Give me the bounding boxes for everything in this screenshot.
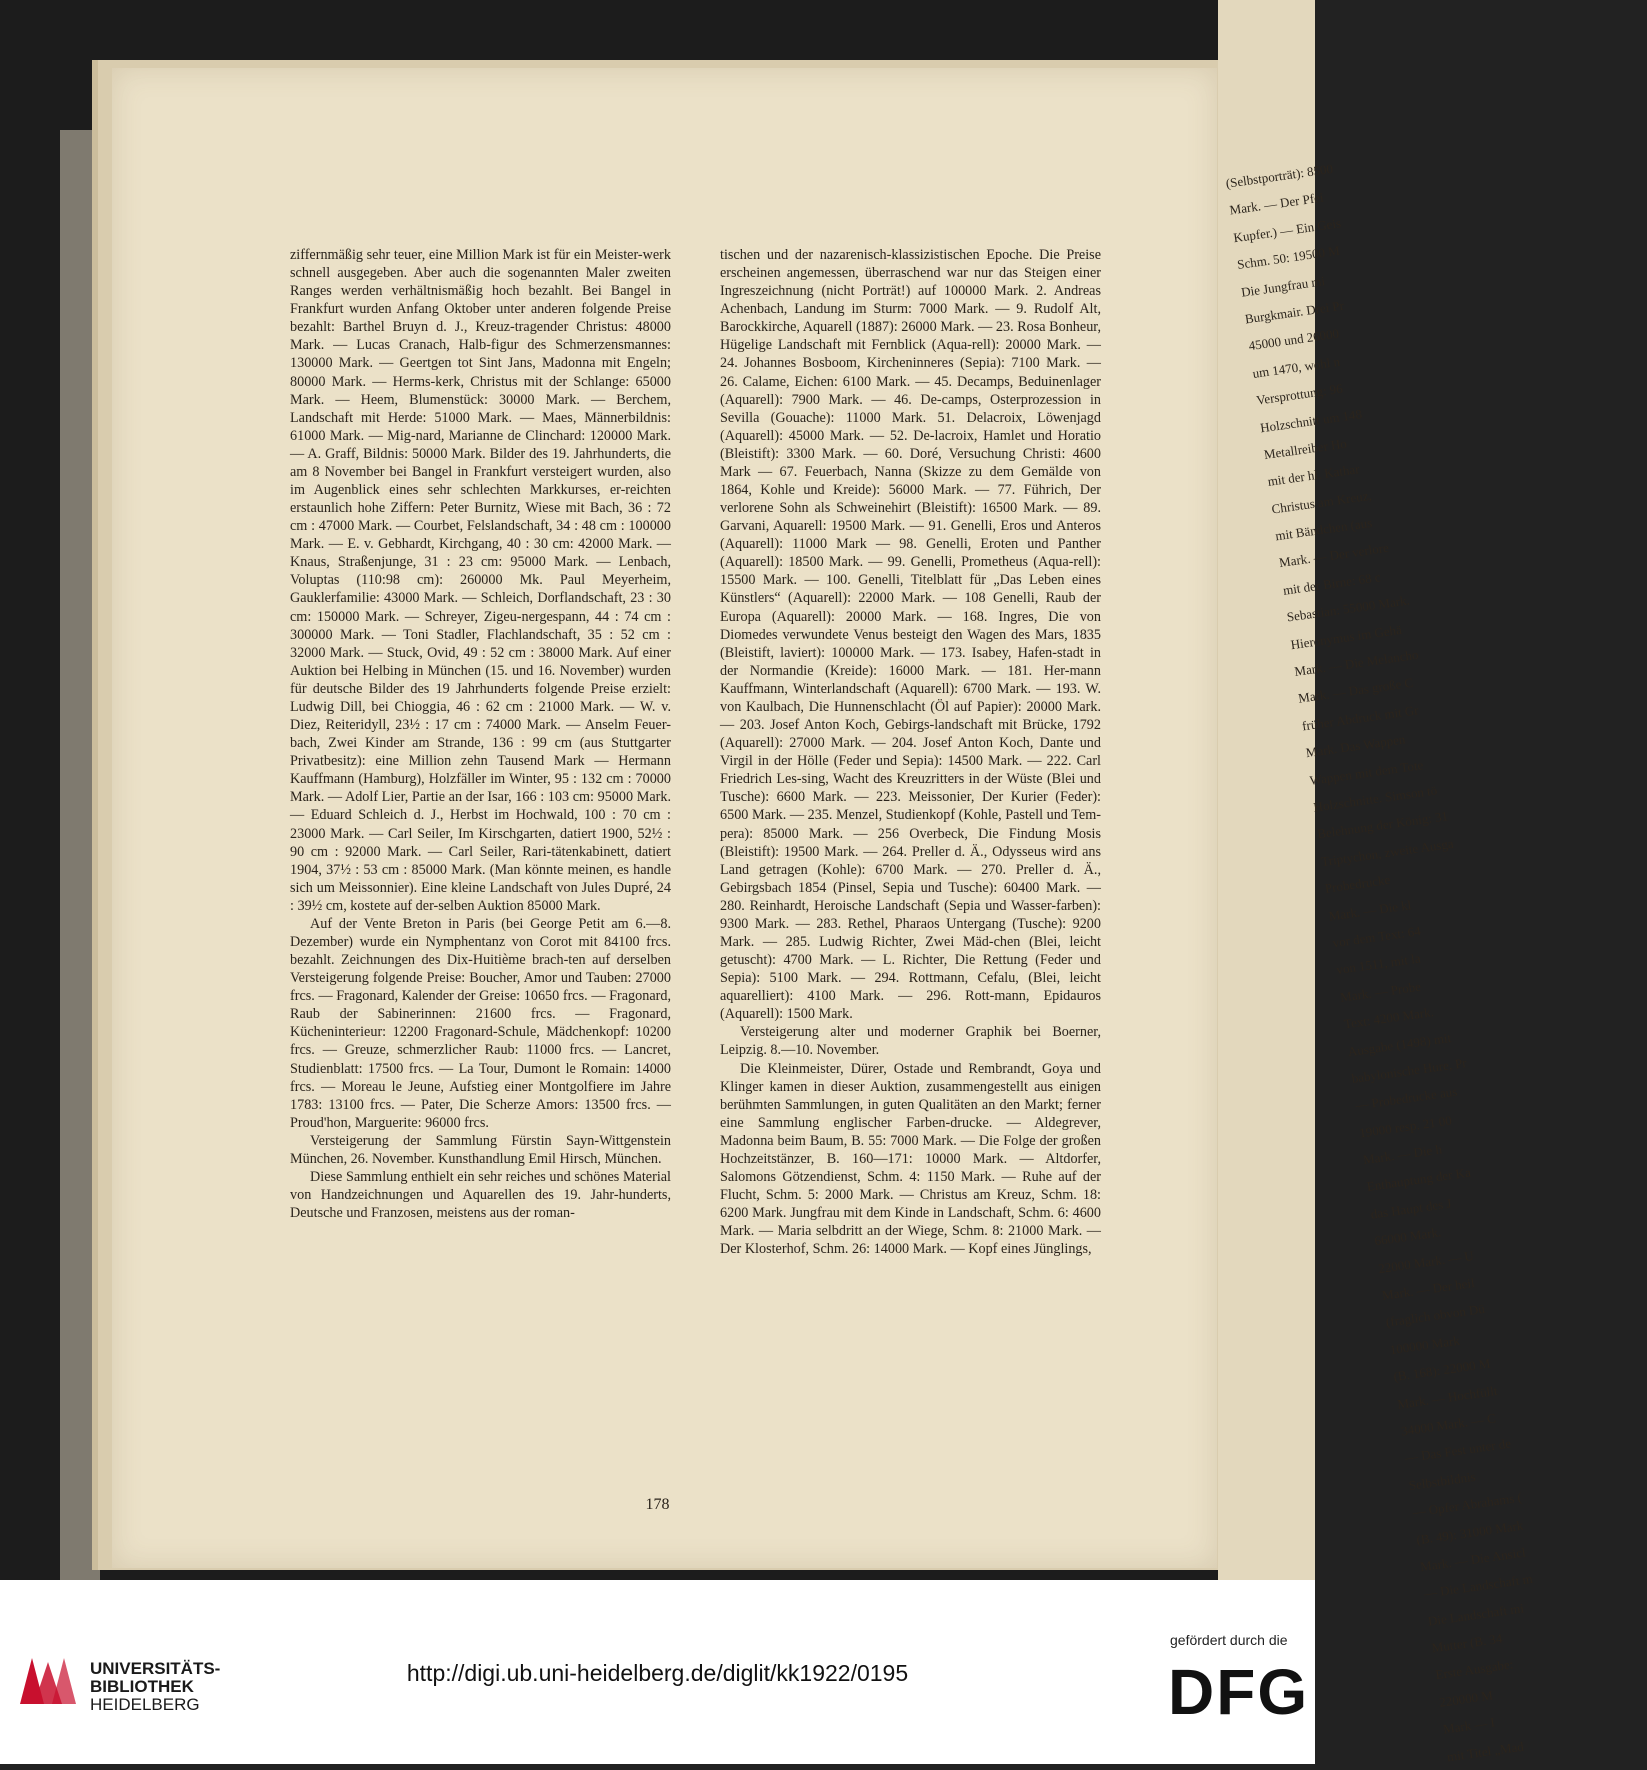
adjacent-page-line: Mark. — Die h [1362,1141,1443,1168]
paragraph: tischen und der nazarenisch-klassizistischen Epoche. Die Preise erscheinen angemessen, überraschend war nur das Steigen einer Ingreszeichnung (nicht Porträt!) auf 100000 Mark. 2. Andreas Achenbach, Landung im Sturm: 7000 Mark. — 9. Rudolf Alt, Barockkirche, Aquarell (1887): 26000 Mark. — 23. Rosa Bonheur, Hügelige Landschaft mit Fernblick (Aqua-rell): 20000 Mark. — 24. Johannes Bosboom, Kircheninneres (Sepia): 7100 Mark. — 26. Calame, Eichen: 6100 Mark. — 45. Decamps, Beduinenlager (Aquarell): 7900 Mark. — 46. De-camps, Osterprozession in Sevilla (Gouache): 11000 Mark. 51. Delacroix, Löwenjagd (Aquarell): 45000 Mark. — 52. De-lacroix, Hamlet und Horatio (Bleistift): 3300 Mark. — 60. Doré, Versuchung Christi: 4600 Mark — 67. Feuerbach, Nanna (Skizze zu dem Gemälde von 1864, Kohle und Kreide): 56000 Mark. — 77. Führich, Der verlorene Sohn als Schweinehirt (Bleistift): 16500 Mark. — 89. Garvani, Aquarell: 19500 Mark. — 91. Genelli, Eros und Anteros (Aquarell): 11000 Mark — 98. Genelli, Eroten und Panther (Aquarell): 18500 Mark. — 99. Genelli, Prometheus (Aqua-rell): 15500 Mark. — 100. Genelli, Titelblatt für „Das Leben eines Künstlers“ (Aquarell): 22000 Mark. — 108 Genelli, Raub der Europa (Aquarell): 20000 Mark. — 168. Ingres, Die von Diomedes verwundete Venus besteigt den Wagen des Mars, 1835 (Bleistift, laviert): 100000 Mark. — 173. Isabey, Hafen-stadt in der Normandie (Kreide): 16000 Mark. — 181. Her-mann Kauffmann, Winterlandschaft (Aquarell): 6700 Mark. — 193. W. von Kaulbach, Die Hunnenschlacht (Öl auf Papier): 20000 Mark. — 203. Josef Anton Koch, Gebirgs-landschaft mit Brücke, 1792 (Aquarell): 27000 Mark. — 204. Josef Anton Koch, Dante und Virgil in der Hölle (Feder und Sepia): 14500 Mark. — 222. Carl Friedrich Les-sing, Wacht des Kreuzritters in der Wüste (Blei und Tusche): 6600 Mark. — 223. Meissonier, Der Kurier (Feder): 6500 Mark. — 235. Menzel, Studienkopf (Kohle, Pastell und Tem-pera): 85000 Mark. — 256 Overbeck, Die Findung Mosis (Bleistift): 19500 Mark. — 264. Preller d. Ä., Odysseus wird ans Land getragen (Kohle): 6700 Mark. — 270. Preller d. Ä., Gebirgsbach 1854 (Pinsel, Sepia und Tusche): 60400 Mark. — 280. Reinhardt, Heroische Landschaft (Sepia und Wasser-farben): 9300 Mark. — 283. Rethel, Pharaos Untergang (Tusche): 9200 Mark. — 285. Ludwig Richter, Zwei Mäd-chen (Blei, leicht getuscht): 4700 Mark. — L. Richter, Die Rettung (Feder und Sepia): 5100 Mark. — 294. Rottmann, Cefalu, (Blei, leicht aquarelliert): 4100 Mark. — 296. Rott-mann, Epidauros (Aquarell): 1500 Mark. [720,247,1101,1023]
adjacent-page-line: 19000 resp. 21 00 [1358,1112,1453,1141]
adjacent-page-line: Versprottung: 96 [1255,380,1344,408]
adjacent-page-line: Metallreiber Ho [1262,435,1348,463]
adjacent-page-line: früher Abdruck mit Gr [1301,702,1420,734]
adjacent-page-line: — Die Landschaft m [1423,1571,1534,1602]
adjacent-page-line: Kupfer.) — Ein Geis [1232,215,1342,246]
adjacent-page-line: mit der hl. Kathar [1266,461,1361,490]
funded-by-label: gefördert durch die [1170,1632,1288,1648]
adjacent-page-line: (Selbstporträt): 8500 [1224,160,1334,191]
adjacent-page-line: — Opfer Abrahams ( [1411,1489,1523,1520]
text-column-right [720,246,1101,1258]
adjacent-page-line: Hieronymus im Gehä [1289,621,1403,652]
adjacent-page-line: — Probedrucke aus [1354,1083,1459,1114]
adjacent-page-line: 45000 und 26000 [1247,326,1340,354]
adjacent-page-line: Die Landschaft mi [1426,1600,1525,1629]
adjacent-page-line: Mark. — Hochfüllt [1396,1382,1499,1412]
adjacent-page-line: Mutter (B. 34 [1430,1630,1504,1656]
adjacent-page-line: Selbstbildnis [1407,1468,1477,1493]
page-number: 178 [645,1496,670,1513]
adjacent-page-line: Mark. — Die kl [1327,896,1413,924]
adjacent-page-line: Holzschnitte. Simson tö [1312,782,1438,815]
paragraph: Diese Sammlung enthielt ein sehr reiches und schönes Material von Handzeichnungen und Aquarellen des 19. Jahr-hunderts, Deutsche und Franzosen, meistens aus der roman- [290,1168,671,1222]
institution-line-3: HEIDELBERG [90,1695,200,1714]
adjacent-page-line: Mark. — Der heil [1381,1275,1476,1303]
adjacent-page-line: Triptychon, zweite Ausga [1320,835,1455,869]
adjacent-page-line: Erste Ausgabe: [1434,1656,1515,1683]
adjacent-page-line: Belehnung der König: 31 [1316,808,1449,842]
adjacent-page-line: von 1511, mit la [1335,950,1422,978]
adjacent-page-line: Mark. Das Wappen [1304,731,1407,761]
adjacent-page-line: Sebastian: 55000 Mark. [1285,592,1411,625]
adjacent-page-line: 66000 Mark. [1373,1224,1443,1249]
adjacent-page-line: Burgkmair. Drei Pr [1243,297,1345,327]
adjacent-page-line: Schm. 50: 19500 M [1236,242,1341,273]
institution-line-1: UNIVERSITÄTS- [90,1659,221,1678]
adjacent-page-text [1224,142,1647,1770]
adjacent-page-line: Text: 4200 Mark. [1343,1004,1435,1032]
adjacent-page-line: Mark. — Die Melancho [1293,646,1420,680]
adjacent-page-line: vor dem Text: 64 [1331,923,1422,951]
permalink-url[interactable]: http://digi.ub.uni-heidelberg.de/diglit/kk1922/0195 [406,1660,909,1686]
adjacent-page-line: 100000 Mark [1388,1332,1461,1358]
adjacent-page-line: mit Bändchen (aus [1274,514,1374,544]
dfg-logo[interactable]: DFG [1168,1656,1310,1728]
adjacent-page-line: mit Titel „Mad [1445,1738,1525,1764]
adjacent-page-line: mit der Birne: 68 c [1282,569,1382,598]
paragraph: Versteigerung der Sammlung Fürstin Sayn-Wittgenstein München, 26. November. Kunsthandlung Emil Hirsch, München. [290,1132,671,1167]
adjacent-page-line: Mark. — Der Pfei [1228,189,1325,218]
text-column-left [290,246,671,1222]
adjacent-page-line: Mark. — Das große C [1297,675,1415,707]
adjacent-page-line: Ausgabe (1498) mit [1346,1029,1452,1059]
adjacent-page-line: Die Jungfrau mi [1240,272,1326,300]
adjacent-page-line: 22000 Mark. — U [1377,1247,1475,1276]
adjacent-page-line: Enthauptung der Ka [1365,1164,1472,1195]
adjacent-page-line: Wappen mit dem Tote [1308,756,1425,788]
adjacent-page-line: 34000 Mark. — C [1400,1410,1497,1439]
adjacent-page-line: (B. 168): 22000 M [1392,1355,1492,1385]
adjacent-page-line: Mark. — Die Ansicl [1419,1544,1527,1575]
institution-line-2: BIBLIOTHEK [90,1677,194,1696]
adjacent-page-line: Mark. — Probe [1339,978,1422,1005]
paragraph: Die Kleinmeister, Dürer, Ostade und Rembrandt, Goya und Klinger kamen in dieser Auktion, zusammengestellt aus einigen berühmten Sammlungen, in guten Qualitäten an den Markt; ferner eine Sammlung englischer Farben-drucke. — Aldegrever, Madonna beim Baum, B. 55: 7000 Mark. — Die Folge der großen Hochzeitstänzer, B. 160—171: 10000 Mark. — Altdorfer, Salomons Götzendienst, Schm. 4: 1150 Mark. — Ruhe auf der Flucht, Schm. 5: 2000 Mark. — Christus am Kreuz, Schm. 18: 6200 Mark. Jungfrau mit dem Kinde in Landschaft, Schm. 6: 4600 Mark. — Maria selbdritt an der Wiege, Schm. 8: 21000 Mark. — Der Klosterhof, Schm. 26: 14000 Mark. — Kopf eines Jünglings, [720,1060,1101,1258]
adjacent-page-line: 220000 M [1438,1687,1494,1710]
paragraph: Versteigerung alter und moderner Graphik bei Boerner, Leipzig. 8.—10. November. [720,1024,1101,1059]
adjacent-page-line: (B. 49): 31000 Mark [1415,1517,1525,1547]
adjacent-page-line: (fraglich obvon Dü [1384,1301,1486,1331]
paragraph: ziffernmäßig sehr teuer, eine Million Mark ist für ein Meister-werk schnell ausgegeben. Aber auch die sogenannten Maler zweiten Ranges werden verhältnismäßig hoch bezahlt. Bei Bangel in Frankfurt wurden Anfang Oktober unter anderen folgende Preise bezahlt: Barthel Bruyn d. J., Kreuz-tragender Christus: 48000 Mark. — Lucas Cranach, Halb-figur des Schmerzensmannes: 130000 Mark. — Geertgen tot Sint Jans, Madonna mit Engeln; 80000 Mark. — Herms-kerk, Christus mit der Schlange: 65000 Mark. — Heem, Blumenstück: 30000 Mark. — Berchem, Landschaft mit Herde: 51000 Mark. — Maes, Männerbildnis: 61000 Mark. — Mig-nard, Marianne de Clinchard: 120000 Mark. — A. Graff, Bildnis: 50000 Mark. Bilder des 19. Jahrhunderts, die am 8 November bei Bangel in Frankfurt versteigert wurden, also im Augenblick eines sehr schlechten Markkurses, er-reichten erstaunlich hohe Ziffern: Peter Burnitz, Wiese mit Bach, 36 : 72 cm : 47000 Mark. — Courbet, Felslandschaft, 34 : 48 cm : 100000 Mark. — E. v. Gebhardt, Kirchgang, 40 : 30 cm: 42000 Mark. — Knaus, Straßenjunge, 31 : 23 cm: 95000 Mark. — Lenbach, Voluptas (110:98 cm): 260000 Mk. Paul Meyerheim, Gauklerfamilie: 43000 Mark. — Schleich, Dorflandschaft, 23 : 30 cm: 150000 Mark. — Schreyer, Zigeu-nergespann, 44 : 74 cm : 300000 Mark. — Toni Stadler, Flachlandschaft, 35 : 52 cm : 32000 Mark. — Stuck, Ovid, 49 : 52 cm : 38000 Mark. Auf einer Auktion bei Helbing in München (15. und 16. November) wurden für deutsche Bilder des 19 Jahrhunderts folgende Preise erzielt: Ludwig Dill, bei Chioggia, 46 : 62 cm : 21000 Mark. — W. v. Diez, Reiteridyll, 23½ : 17 cm : 74000 Mark. — Anselm Feuer-bach, Zwei Kinder am Strande, 136 : 99 cm (aus Stuttgarter Privatbesitz): eine Million zehn Tausend Mark — Hermann Kauffmann (Hamburg), Holzfäller im Winter, 95 : 132 cm : 70000 Mark. — Adolf Lier, Partie an der Isar, 166 : 103 cm: 95000 Mark. — Eduard Schleich d. J., Herbst im Hochwald, 100 : 70 cm : 23000 Mark. — Carl Seiler, Im Kirschgarten, datiert 1900, 52½ : 90 cm : 92000 Mark. — Carl Seiler, Rari-tätenkabinett, datiert 1904, 37½ : 53 cm : 85000 Mark. (Man könnte meinen, es handle sich um Meissonnier). Eine kleine Landschaft von Jules Dupré, 24 : 39½ cm, kostete auf der-selben Auktion 85000 Mark. [290,247,671,914]
adjacent-page-line: um 1470, wohl n [1251,353,1341,381]
adjacent-page-line: Mark. — Der verlore [1278,540,1390,571]
adjacent-page-line: Christus am Kreuz, [1270,487,1373,517]
adjacent-page-line: babylonische Hure, Pr [1350,1054,1468,1086]
paragraph: Auf der Vente Breton in Paris (bei George Petit am 6.—8. Dezember) wurde ein Nymphentanz von Corot mit 84100 frcs. bezahlt. Zeichnungen des Dix-Huitième brach-ten auf derselben Versteigerung folgende Preise: Boucher, Amor und Tauben: 27000 frcs. — Fragonard, Kalender der Greise: 10650 frcs. — Fragonard, Raub der Sabinerinnen: 21600 frcs. — Fragonard, Kücheninterieur: 12200 Fragonard-Schule, Mädchenkopf: 10200 frcs. — Greuze, schmerzlicher Raub: 11000 frcs. — Lancret, Studienblatt: 17500 frcs. — La Tour, Dumont le Romain: 14000 frcs. — Moreau le Jeune, Aufstieg einer Montgolfiere im Jahre 1783: 13100 frcs. — Pater, Die Scherze Amors: 13500 frcs. — Proud'hon, Marguerite: 96000 frcs. [290,915,671,1131]
adjacent-page-line: das Haupt des J [1369,1195,1453,1222]
adjacent-page-line: — Das Fest unter de [1404,1435,1512,1466]
adjacent-page-line: Probedrucke [1323,872,1392,897]
adjacent-page-line: Holzschnitt um 148 [1259,405,1363,435]
adjacent-page-line: Mark — I [1442,1714,1496,1737]
